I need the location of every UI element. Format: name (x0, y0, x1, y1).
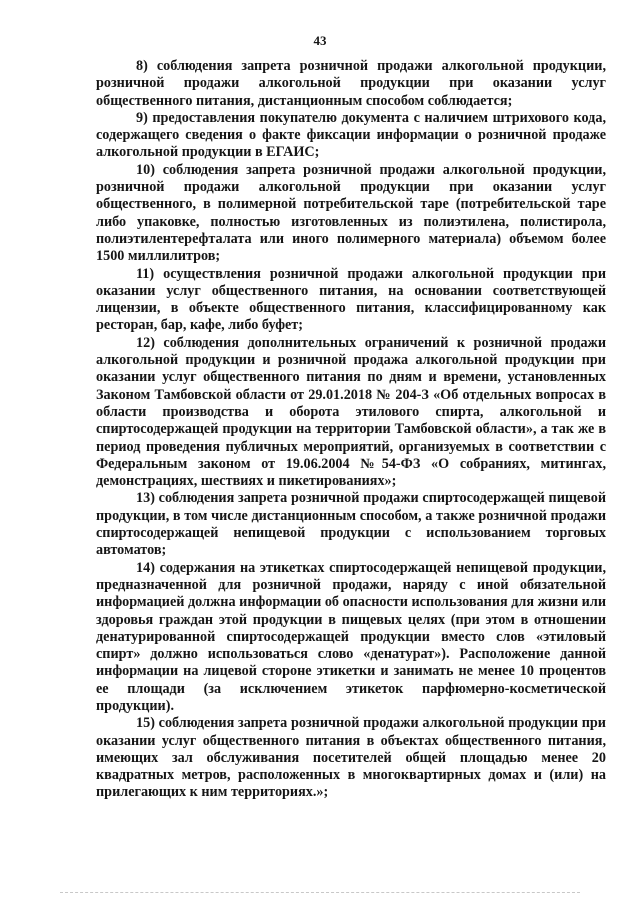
paragraph-item-9: 9) предоставления покупателю документа с наличием штрихового кода, содержащего сведения о факте фиксации информации о розничной продаже алкогольной продукции в ЕГАИС; (96, 109, 606, 161)
page-number: 43 (313, 33, 327, 48)
paragraph-item-15: 15) соблюдения запрета розничной продажи алкогольной продукции при оказании услуг общественного питания в объектах общественного питания, имеющих зал обслуживания посетителей общей площадью менее 20 квадратных метров, расположенных в многоквартирных домах и (или) на прилегающих к ним территориях.»; (96, 715, 606, 801)
paragraph-item-11: 11) осуществления розничной продажи алкогольной продукции при оказании услуг общественного питания, на основании соответствующей лицензии, в объекте общественного питания, классифицированному как ресторан, бар, кафе, либо буфет; (96, 265, 606, 334)
paragraph-item-8: 8) соблюдения запрета розничной продажи алкогольной продукции, розничной продажи алкогольной продукции при оказании услуг общественного питания, дистанционным способом соблюдается; (96, 58, 606, 109)
paragraph-item-14: 14) содержания на этикетках спиртосодержащей непищевой продукции, предназначенной для розничной продажи, наряду с иной обязательной информацией должна информации об опасности использования для жизни или здоровья граждан этой продукции в пищевых целях (при этом в отношении денатурированной спиртосодержащей продукции вместо слов «этиловый спирт» должно использоваться слово «денатурат»). Расположение данной информации на лицевой стороне этикетки и занимать не менее 10 процентов ее площади (за исключением этикеток парфюмерно-косметической продукции). (96, 559, 606, 714)
paragraph-item-10: 10) соблюдения запрета розничной продажи алкогольной продукции, розничной продажи алкогольной продукции при оказании услуг общественного, в полимерной потребительской таре (потребительской таре либо упаковке, полностью изготовленных из полиэтилена, полистирола, полиэтилентерефталата или иного полимерного материала) объемом более 1500 миллилитров; (96, 161, 606, 265)
scan-edge-divider (60, 892, 580, 893)
document-body (96, 58, 606, 802)
paragraph-item-12: 12) соблюдения дополнительных ограничений к розничной продажи алкогольной продукции и розничной продажа алкогольной продукции при оказании услуг общественного питания по дням и времени, установленных Законом Тамбовской области от 29.01.2018 № 204-З «Об отдельных вопросах в области производства и оборота этилового спирта, алкогольной и спиртосодержащей продукции на территории Тамбовской области», а так же в период проведения публичных мероприятий, организуемых в соответствии с Федеральным законом от 19.06.2004 №54-ФЗ «О собраниях, митингах, демонстрациях, шествиях и пикетированиях»; (96, 334, 606, 490)
paragraph-item-13: 13) соблюдения запрета розничной продажи спиртосодержащей пищевой продукции, в том числе дистанционным способом, а также розничной продажи спиртосодержащей непищевой продукции с использованием торговых автоматов; (96, 490, 606, 559)
